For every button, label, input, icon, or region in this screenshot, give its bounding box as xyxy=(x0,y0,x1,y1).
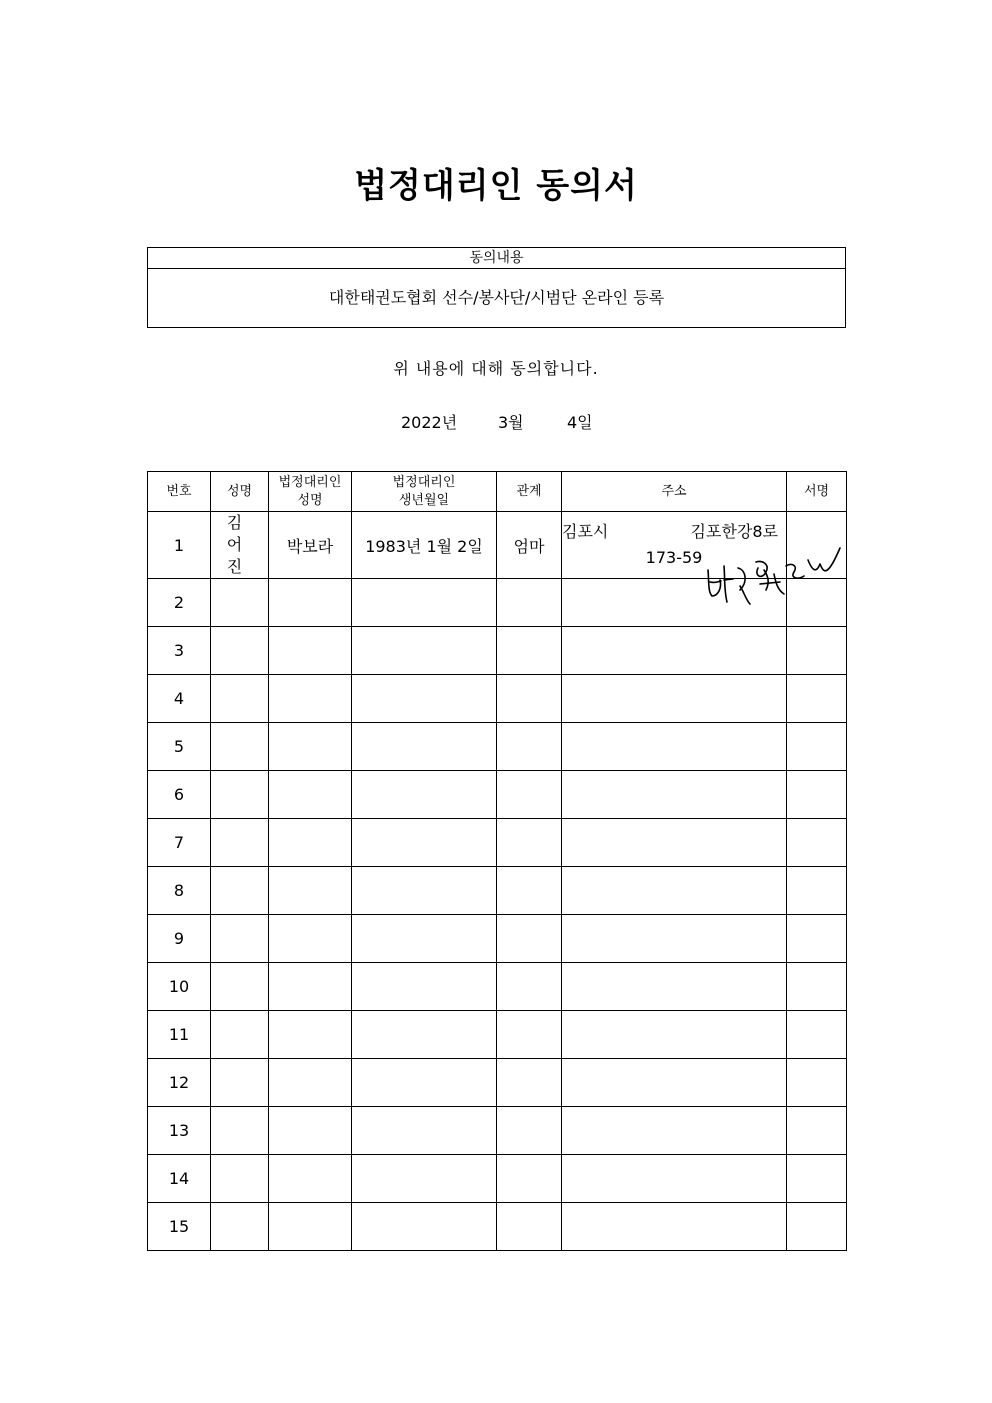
table-row xyxy=(148,675,847,723)
table-row xyxy=(148,1155,847,1203)
row-number: 7 xyxy=(148,819,211,867)
row-number: 8 xyxy=(148,867,211,915)
row-number: 1 xyxy=(148,512,211,579)
header-address: 주소 xyxy=(562,472,787,512)
row-number: 3 xyxy=(148,627,211,675)
header-signature: 서명 xyxy=(787,472,847,512)
address-number: 173-59 xyxy=(645,548,703,567)
header-guardian-name xyxy=(269,472,352,512)
table-row xyxy=(148,627,847,675)
header-guardian-birth-line1: 법정대리인 xyxy=(392,474,456,490)
row-number: 4 xyxy=(148,675,211,723)
table-row xyxy=(148,867,847,915)
date-year: 2022년 xyxy=(401,413,458,432)
table-row xyxy=(148,723,847,771)
header-guardian-name-line1: 법정대리인 xyxy=(278,474,342,490)
agreement-statement: 위 내용에 대해 동의합니다. xyxy=(393,359,599,378)
header-guardian-birth xyxy=(352,472,497,512)
row-number: 12 xyxy=(148,1059,211,1107)
row-number: 9 xyxy=(148,915,211,963)
row-number: 13 xyxy=(148,1107,211,1155)
minor-name xyxy=(211,512,269,579)
header-guardian-birth-line2: 생년월일 xyxy=(398,492,450,508)
header-no: 번호 xyxy=(148,472,211,512)
page-title: 법정대리인 동의서 xyxy=(354,166,638,206)
guardian-birthdate: 1983년 1월 2일 xyxy=(352,512,497,579)
header-relation: 관계 xyxy=(497,472,562,512)
table-row xyxy=(148,1203,847,1251)
date-month: 3월 xyxy=(498,413,524,432)
row-number: 10 xyxy=(148,963,211,1011)
consent-header: 동의내용 xyxy=(148,248,845,269)
relation: 엄마 xyxy=(497,512,562,579)
consent-content: 대한태권도협회 선수/봉사단/시범단 온라인 등록 xyxy=(328,288,665,307)
row-number: 14 xyxy=(148,1155,211,1203)
table-row xyxy=(148,963,847,1011)
row-number: 11 xyxy=(148,1011,211,1059)
handwritten-signature xyxy=(700,530,850,610)
header-guardian-name-line2: 성명 xyxy=(297,492,323,508)
guardian-name: 박보라 xyxy=(269,512,352,579)
table-header-row xyxy=(148,472,847,512)
table-row xyxy=(148,819,847,867)
table-row xyxy=(148,771,847,819)
table-row xyxy=(148,1011,847,1059)
address-street: 김포한강8로 xyxy=(690,522,778,541)
minor-name-line2: 진 xyxy=(226,557,253,576)
table-row xyxy=(148,1059,847,1107)
consent-box xyxy=(147,247,846,328)
row-number: 15 xyxy=(148,1203,211,1251)
address-city: 김포시 xyxy=(562,522,609,541)
row-number: 2 xyxy=(148,579,211,627)
minor-name-line1: 김 어 xyxy=(226,513,253,554)
table-row xyxy=(148,1107,847,1155)
row-number: 5 xyxy=(148,723,211,771)
table-row xyxy=(148,915,847,963)
row-number: 6 xyxy=(148,771,211,819)
date-day: 4일 xyxy=(567,413,593,432)
header-name: 성명 xyxy=(211,472,269,512)
